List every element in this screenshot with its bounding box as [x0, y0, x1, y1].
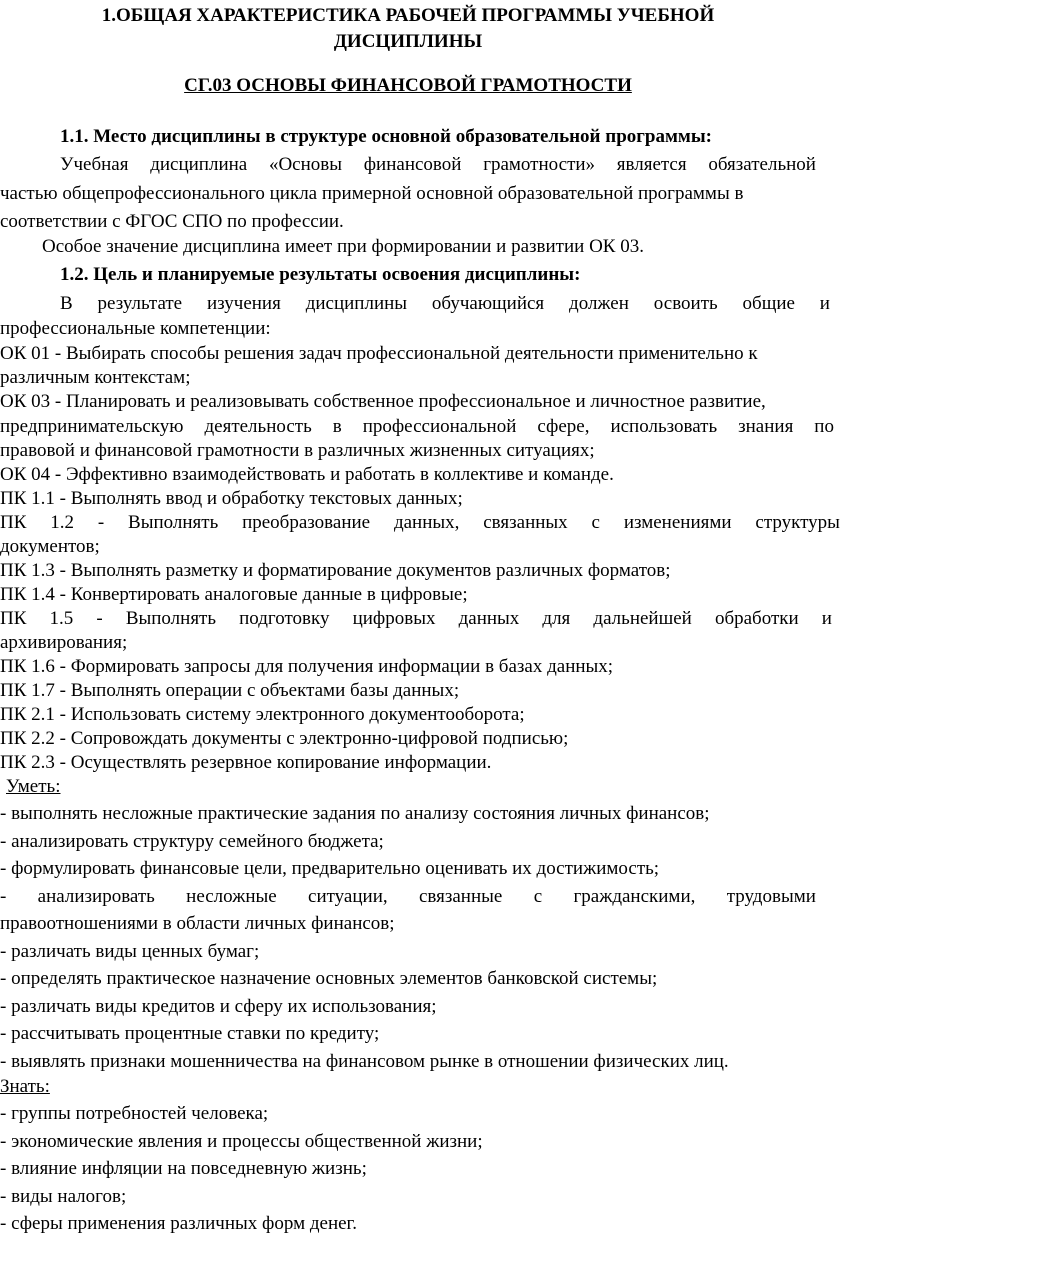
word: с [533, 886, 543, 907]
word: дисциплины [305, 293, 408, 314]
word: В [60, 293, 73, 314]
competence-pk22: ПК 2.2 - Сопровождать документы с электронно-цифровой подписью; [0, 728, 569, 749]
section-1-2-intro-line1 [60, 292, 830, 316]
section-1-1-para-line3: соответствии с ФГОС СПО по профессии. [0, 211, 344, 232]
word: Учебная [60, 154, 129, 175]
word: анализировать [37, 886, 155, 907]
skill-item: - определять практическое назначение основных элементов банковской системы; [0, 968, 658, 989]
competence-pk21: ПК 2.1 - Использовать систему электронного документооборота; [0, 704, 525, 725]
skill-item: - выявлять признаки мошенничества на финансовом рынке в отношении физических лиц. [0, 1051, 729, 1072]
word: для [542, 608, 571, 629]
word: изучения [206, 293, 281, 314]
word: связанных [483, 512, 568, 533]
word: преобразование [242, 512, 371, 533]
word: и [821, 608, 832, 629]
competence-pk12-line2: документов; [0, 536, 100, 557]
competence-pk15-line2: архивирования; [0, 632, 128, 653]
word: - [0, 886, 7, 907]
section-1-1-para-line1 [60, 153, 816, 177]
section-1-2-intro-line2: профессиональные компетенции: [0, 318, 271, 339]
word: данных, [393, 512, 460, 533]
word: структуры [755, 512, 840, 533]
competence-pk14: ПК 1.4 - Конвертировать аналоговые данные в цифровые; [0, 584, 468, 605]
word: знания [738, 416, 794, 437]
word: подготовку [239, 608, 330, 629]
word: результате [97, 293, 183, 314]
skill-item: - различать виды кредитов и сферу их использования; [0, 996, 437, 1017]
competence-ok03-line2 [0, 415, 834, 439]
skill-item: - анализировать структуру семейного бюджета; [0, 831, 384, 852]
word: ПК [0, 608, 27, 629]
competence-ok03-line3: правовой и финансовой грамотности в различных жизненных ситуациях; [0, 440, 595, 461]
word: ситуации, [308, 886, 388, 907]
word: предпринимательскую [0, 416, 184, 437]
competence-ok01-line2: различным контекстам; [0, 367, 191, 388]
word: сфере, [537, 416, 590, 437]
word: изменениями [623, 512, 732, 533]
word: профессиональной [362, 416, 517, 437]
word: - [96, 608, 103, 629]
word: трудовыми [726, 886, 816, 907]
knowledge-heading: Знать: [0, 1076, 50, 1097]
word: освоить [653, 293, 718, 314]
word: грамотности» [483, 154, 596, 175]
knowledge-item: - виды налогов; [0, 1186, 127, 1207]
competence-pk11: ПК 1.1 - Выполнять ввод и обработку текстовых данных; [0, 488, 463, 509]
word: использовать [610, 416, 718, 437]
word: общие [742, 293, 795, 314]
knowledge-item: - группы потребностей человека; [0, 1103, 269, 1124]
word: дальнейшей [593, 608, 692, 629]
discipline-title: СГ.03 ОСНОВЫ ФИНАНСОВОЙ ГРАМОТНОСТИ [184, 75, 632, 96]
word: «Основы [268, 154, 343, 175]
word: данных [458, 608, 520, 629]
competence-pk17: ПК 1.7 - Выполнять операции с объектами базы данных; [0, 680, 460, 701]
word: несложные [186, 886, 277, 907]
competence-pk12-line1 [0, 511, 840, 535]
word: обработки [714, 608, 799, 629]
word: в [332, 416, 342, 437]
word: дисциплина [150, 154, 248, 175]
competence-ok04: ОК 04 - Эффективно взаимодействовать и работать в коллективе и команде. [0, 464, 614, 485]
competence-ok01-line1: ОК 01 - Выбирать способы решения задач профессиональной деятельности применительно к [0, 343, 758, 364]
knowledge-item: - экономические явления и процессы общественной жизни; [0, 1131, 483, 1152]
word: гражданскими, [573, 886, 696, 907]
word: Выполнять [125, 608, 217, 629]
competence-ok03-line1: ОК 03 - Планировать и реализовывать собственное профессиональное и личностное развитие, [0, 391, 766, 412]
document-title-line1: 1.ОБЩАЯ ХАРАКТЕРИСТИКА РАБОЧЕЙ ПРОГРАММЫ УЧЕБНОЙ [101, 5, 715, 26]
knowledge-item: - влияние инфляции на повседневную жизнь; [0, 1158, 367, 1179]
word: финансовой [363, 154, 462, 175]
word: с [591, 512, 600, 533]
word: - [97, 512, 105, 533]
word: цифровых [352, 608, 436, 629]
word: 1.2 [50, 512, 74, 533]
word: и [819, 293, 830, 314]
word: деятельность [204, 416, 312, 437]
word: обязательной [708, 154, 816, 175]
competence-pk16: ПК 1.6 - Формировать запросы для получения информации в базах данных; [0, 656, 614, 677]
section-1-1-heading: 1.1. Место дисциплины в структуре основной образовательной программы: [60, 126, 713, 147]
skill-item: - рассчитывать процентные ставки по кредиту; [0, 1023, 380, 1044]
competence-pk13: ПК 1.3 - Выполнять разметку и форматирование документов различных форматов; [0, 560, 671, 581]
competence-pk15-line1 [0, 607, 832, 631]
word: ПК [0, 512, 27, 533]
word: Выполнять [128, 512, 219, 533]
document-title-line2: ДИСЦИПЛИНЫ [333, 31, 483, 52]
skill-item-line2: правоотношениями в области личных финансов; [0, 913, 395, 934]
competence-pk23: ПК 2.3 - Осуществлять резервное копирование информации. [0, 752, 492, 773]
word: должен [569, 293, 629, 314]
word: по [814, 416, 834, 437]
word: обучающийся [431, 293, 545, 314]
skill-item: - формулировать финансовые цели, предварительно оценивать их достижимость; [0, 858, 660, 879]
knowledge-item: - сферы применения различных форм денег. [0, 1213, 357, 1234]
word: 1.5 [49, 608, 74, 629]
section-1-1-para2: Особое значение дисциплина имеет при формировании и развитии ОК 03. [42, 236, 644, 257]
skill-item: - выполнять несложные практические задания по анализу состояния личных финансов; [0, 803, 710, 824]
word: связанные [418, 886, 503, 907]
section-1-1-para-line2: частью общепрофессионального цикла примерной основной образовательной программы в [0, 183, 744, 204]
skill-item: - различать виды ценных бумаг; [0, 941, 260, 962]
skill-item-line1 [0, 885, 816, 909]
section-1-2-heading: 1.2. Цель и планируемые результаты освоения дисциплины: [60, 264, 581, 285]
skills-heading: Уметь: [6, 776, 61, 797]
word: является [616, 154, 687, 175]
